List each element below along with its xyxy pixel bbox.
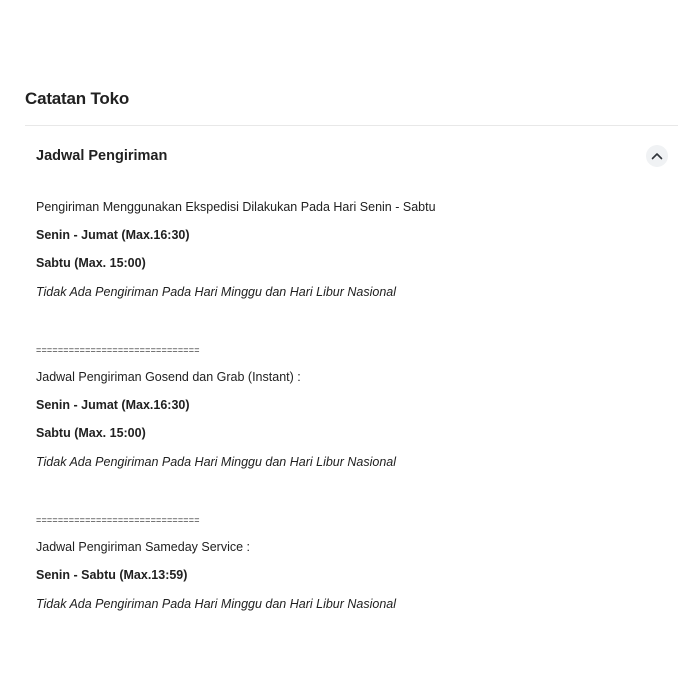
- note-line: Senin - Jumat (Max.16:30): [36, 228, 190, 242]
- separator-line: ==============================: [36, 515, 200, 525]
- note-line: Tidak Ada Pengiriman Pada Hari Minggu dan Hari Libur Nasional: [36, 285, 397, 299]
- section-title: Catatan Toko: [25, 89, 130, 108]
- note-line: Senin - Jumat (Max.16:30): [36, 398, 190, 412]
- accordion-header-shipping-schedule[interactable]: [25, 140, 678, 174]
- note-line: Tidak Ada Pengiriman Pada Hari Minggu dan Hari Libur Nasional: [36, 455, 397, 469]
- note-line: Senin - Sabtu (Max.13:59): [36, 568, 188, 582]
- divider: [25, 125, 678, 126]
- note-line: Sabtu (Max. 15:00): [36, 256, 146, 270]
- note-line: Jadwal Pengiriman Gosend dan Grab (Instant) :: [36, 370, 301, 384]
- note-line: Tidak Ada Pengiriman Pada Hari Minggu dan Hari Libur Nasional: [36, 597, 397, 611]
- separator-line: ==============================: [36, 345, 200, 355]
- accordion-title: Jadwal Pengiriman: [36, 148, 168, 164]
- note-line: Sabtu (Max. 15:00): [36, 426, 146, 440]
- note-line: Pengiriman Menggunakan Ekspedisi Dilakukan Pada Hari Senin - Sabtu: [36, 200, 436, 214]
- collapse-button[interactable]: [646, 145, 668, 167]
- note-line: Jadwal Pengiriman Sameday Service :: [36, 540, 250, 554]
- chevron-up-icon: [651, 152, 663, 160]
